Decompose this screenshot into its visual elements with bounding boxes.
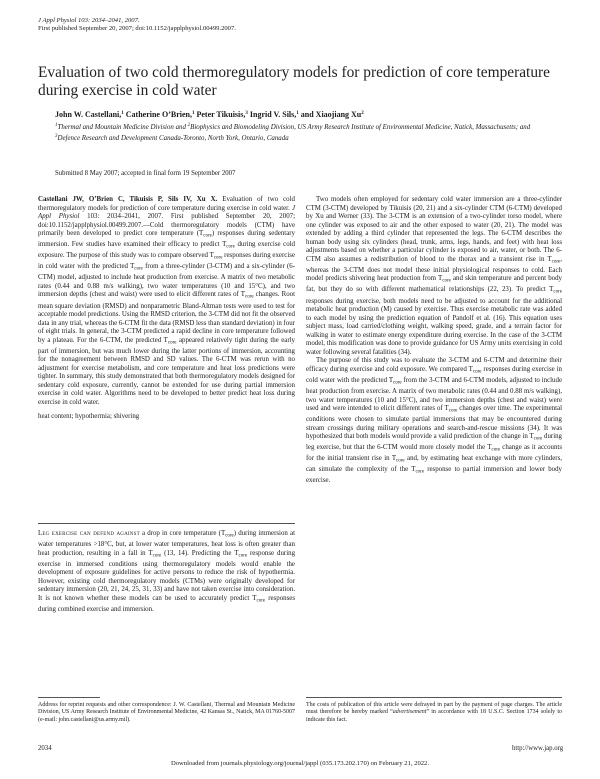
affiliation-mark: 3 [55,134,58,140]
advertisement-word: advertisement [392,709,427,716]
author-name: and Xiaojiang Xu [298,110,362,119]
abstract-citation-rest: 103: 2034–2041, 2007. First published September 20, 2007; doi:10.1152/japplphysiol.00499.2007.— [38,213,295,229]
abstract-divider [38,523,295,524]
article-title: Evaluation of two cold thermoregulatory models for prediction of core temperature during exercise in cold water [38,64,550,99]
author-list [55,109,555,120]
affiliation-text: Defence Research and Development Canada-Toronto, North York, Ontario, Canada [57,135,289,143]
abstract-citation-authors: Castellani JW, O’Brien C, Tikuisis P, Sils IV, Xu X. [38,196,218,203]
author-affiliation-mark: 1 [191,111,195,116]
author-name: Catherine O’Brien, [123,110,192,119]
footnote-rule-right [306,697,562,698]
publication-info: First published September 20, 2007; doi:10.1152/japplphysiol.00499.2007. [38,25,236,32]
submission-dates: Submitted 8 May 2007; accepted in final form 19 September 2007 [55,170,236,177]
abstract-citation-journal: J Appl Physiol [38,204,295,221]
abstract-block [38,196,295,421]
affiliation-mark: 1 [55,123,58,128]
intro-right-column [306,196,562,486]
affiliation-mark: 2 [187,123,191,128]
footnote-rule-left [38,697,100,698]
author-affiliation-mark: 1 [121,111,124,116]
author-name: Ingrid V. Sils, [247,110,297,119]
lead-in-small-caps: Leg exercise can defend against [38,530,140,537]
download-notice: Downloaded from journals.physiology.org/journal/jappl (035.173.202.170) on February 21, 2022. [170,760,430,767]
author-affiliation-mark: 2 [361,111,364,116]
author-name: John W. Castellani, [55,110,122,119]
page-charge-text-end: ” in accordance with 18 U.S.C. Section 1734 solely to indicate this fact. [306,709,562,723]
affiliations [55,121,555,144]
abstract-paragraph [38,196,295,408]
journal-citation: J Appl Physiol 103: 2034–2041, 2007. [38,17,140,24]
intro-text: a drop in core temperature $(T_{core})$ during immersion at water temperatures >18°C, but, at lower water temperatures, heat loss is often greater than heat production, resulting in a fall in $T_{core}$ (13, 14). Predicting the $T_{core}$ response during exercise in immersed conditions using thermoregulatory models would enable the development of exposure guidelines for active persons to reduce the risk of hypothermia. However, existing cold thermoregulatory models (CTMs) were originally developed for sedentary immersion (20, 21, 24, 25, 31, 33) and have not taken exercise into consideration. It is not known whether these models can be used to accurately predict $T_{core}$ responses during combined exercise and immersion. [38,530,296,613]
journal-url: http://www.jap.org [512,745,564,752]
intro-left-column [38,530,295,614]
keywords: heat content; hypothermia; shivering [38,412,140,420]
author-affiliation-mark: 3 [245,111,248,116]
intro-paragraph [38,530,295,614]
page-charge-text: The costs of publication of this article were defrayed in part by the payment of page charges. The article must therefore be hereby marked “ [306,702,562,716]
abstract-citation-title: Evaluation of two cold thermoregulatory models for prediction of core temperature during exercise in cold water. [38,196,295,212]
intro-paragraph-models: Two models often employed for sedentary cold water immersion are a three-cylinder CTM (3-CTM) developed by Tikuisis (20, 21) and a six-cylinder CTM (6-CTM) developed by Xu and Werner (33). The 3-CTM is an extension of a two-cylinder torso model, where one cylinder was exposed to air and the other exposed to water (20, 21). The model was extended by adding a third cylinder that represented the legs. The 6-CTM describes the human body using six cylinders (head, trunk, arms, legs, hands, and feet) with heat loss adjustments based on whether a particular cylinder is exposed to air, water, or both. The 6-CTM also assumes a redistribution of blood to the thorax and a transient rise in $T_{core}$, whereas the 3-CTM does not model these initial physiological responses to cold. Each model predicts shivering heat production from $T_{core}$ and skin temperature and percent body fat, but they do so with different mathematical relationships (22, 23). To predict $T_{core}$ responses during exercise, both models need to be adjusted to account for the additional metabolic heat production (M) caused by exercise. Thus exercise metabolic rate was added to each model by using the prediction equation of Pandolf et al. (16). This equation uses subject mass, load carried/clothing weight, walking speed, grade, and a terrain factor for walking in water to estimate energy expenditure during exercise. In the case of the 3-CTM model, this modification was done to provide guidance for US Army units exercising in cold water following several fatalities (34). [306,196,562,356]
affiliation-text: Thermal and Mountain Medicine Division and [57,124,188,131]
page-number: 2034 [38,745,52,752]
correspondence-footnote: Address for reprint requests and other correspondence: J. W. Castellani, Thermal and Mountain Medicine Division, US Army Research Institute of Environmental Medicine, 42 Kansas St., Natick, MA 01760-5007 (e-mail: john.castellani@us.army.mil). [38,702,295,723]
author-name: Peter Tikuisis, [194,110,246,119]
author-affiliation-mark: 1 [296,111,299,116]
affiliation-text: Biophysics and Biomodeling Division, US Army Research Institute of Environmental Medicine, Natick, Massachusetts; and [190,124,531,131]
intro-paragraph-purpose: The purpose of this study was to evaluate the 3-CTM and 6-CTM and determine their efficacy during exercise and cold exposure. We compared $T_{core}$ responses during exercise in cold water with the predicted $T_{core}$ from the 3-CTM and 6-CTM models, adjusted to include heat production from exercise. A matrix of two metabolic rates (0.44 and 0.88 m/s walking), two water temperatures (10 and 15°C), and two immersion depths (chest and waist) were used and were intended to elicit different rates of $T_{core}$ changes over time. The experimental conditions were chosen to simulate partial immersions that may be encountered during stream crossings during military operations and search-and-rescue missions (34). It was hypothesized that both models would provide a valid prediction of the change in $T_{core}$ during leg exercise, but that the 6-CTM would more closely model the $T_{core}$ change as it accounts for the initial transient rise in $T_{core}$ and, by estimating heat exchange with more cylinders, can simulate the complexity of the $T_{core}$ response to partial immersion and lower body exercise. [306,357,562,485]
page-charge-footnote [306,702,562,724]
abstract-text: Cold thermoregulatory models (CTM) have primarily been developed to predict core temperature $(T_{core})$ responses during sedentary immersion. Few studies have examined their efficacy to predict $T_{core}$ during exercise cold exposure. The purpose of this study was to compare observed $T_{core}$ responses during exercise in cold water with the predicted $T_{core}$ from a three-cylinder (3-CTM) and a six-cylinder (6-CTM) model, adjusted to include heat production from exercise. A matrix of two metabolic rates (0.44 and 0.88 m/s walking), two water temperatures (10 and 15°C), and two immersion depths (chest and waist) were used to elicit different rates of $T_{core}$ changes. Root mean square deviation (RMSD) and nonparametric Bland-Altman tests were used to test for acceptable model predictions. Using the RMSD criterion, the 3-CTM did not fit the observed data in any trial, whereas the 6-CTM fit the data (RMSD less than standard deviation) in four of eight trials. In general, the 3-CTM predicted a rapid decline in core temperature followed by a plateau. For the 6-CTM, the predicted $T_{core}$ appeared relatively tight during the early part of immersion, but was much lower during the latter portions of immersion, accounting for the nonagreement between RMSD and SD values. The 6-CTM was rerun with no adjustment for exercise metabolism, and core temperature and heat loss predictions were tighter. In summary, this study demonstrated that both thermoregulatory models designed for sedentary cold exposure, currently, cannot be extended for use during partial immersion exercise in cold water. Algorithms need to be developed to better predict heat loss during exercise in cold water. [38,221,296,407]
